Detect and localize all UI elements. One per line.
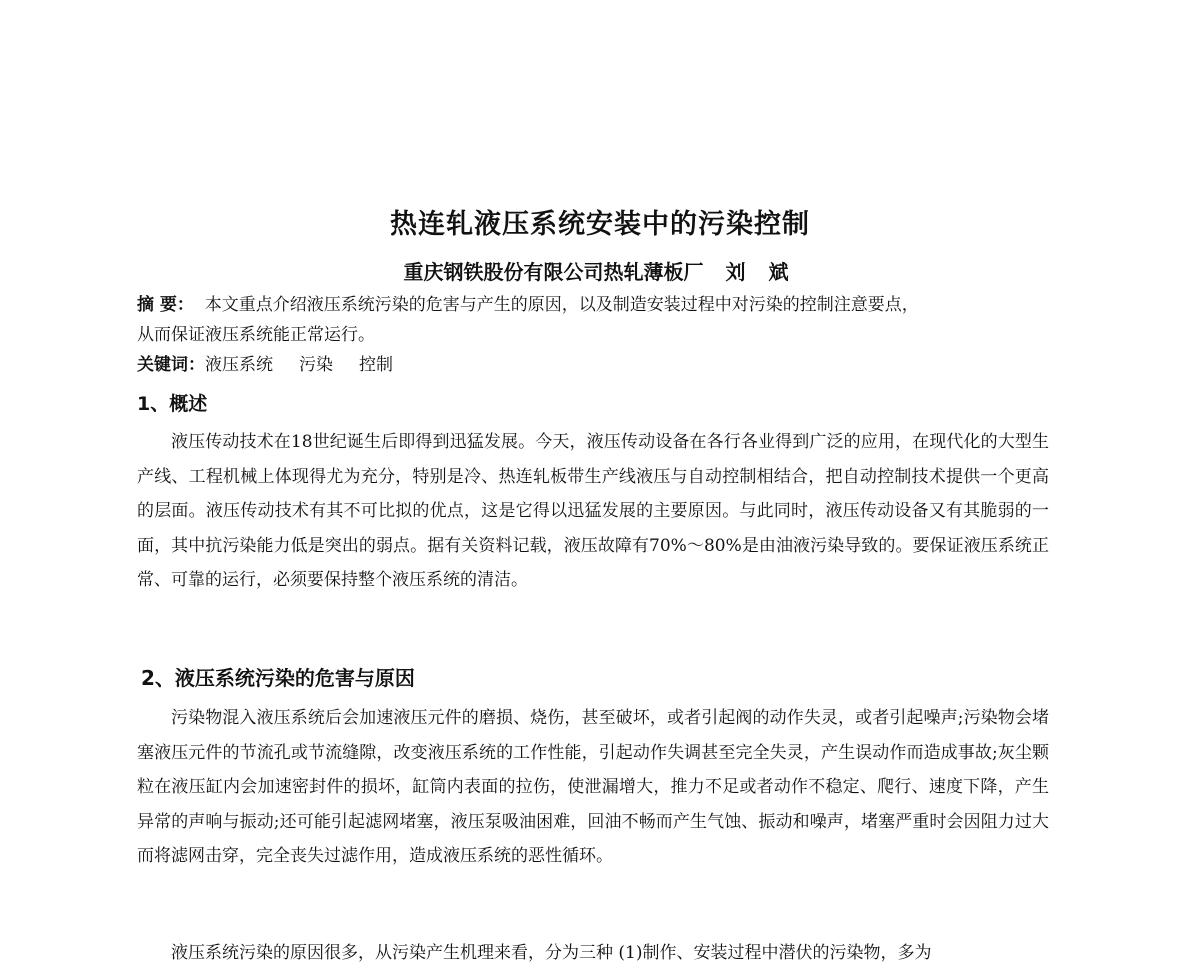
author-name: 刘 斌 bbox=[725, 260, 797, 284]
author-line bbox=[0, 256, 1200, 288]
affiliation: 重庆钢铁股份有限公司热轧薄板厂 bbox=[403, 260, 704, 284]
abstract-continued bbox=[137, 320, 1052, 350]
section-heading-hazards: 2、液压系统污染的危害与原因 bbox=[141, 666, 415, 690]
keywords-label: 关键词： bbox=[137, 355, 205, 375]
section-paragraph-hazards: 污染物混入液压系统后会加速液压元件的磨损、烧伤，甚至破坏，或者引起阀的动作失灵，或者引起噪声;污染物会堵塞液压元件的节流孔或节流缝隙，改变液压系统的工作性能，引起动作失调甚至完全失灵，产生误动作而造成事故;灰尘颗粒在液压缸内会加速密封件的损坏，缸筒内表面的拉伤，使泄漏增大，推力不足或者动作不稳定、爬行、速度下降，产生异常的声响与振动;还可能引起滤网堵塞，液压泵吸油困难，回油不畅而产生气蚀、振动和噪声，堵塞严重时会因阻力过大而将滤网击穿，完全丧失过滤作用，造成液压系统的恶性循环。 bbox=[137, 708, 1049, 866]
abstract-label: 摘 要： bbox=[137, 295, 194, 315]
section-heading-overview: 1、概述 bbox=[137, 393, 208, 415]
keywords bbox=[137, 350, 1052, 380]
cut-off-paragraph bbox=[137, 936, 1049, 963]
section-paragraph-overview: 液压传动技术在18世纪诞生后即得到迅猛发展。今天，液压传动设备在各行各业得到广泛的应用，在现代化的大型生产线、工程机械上体现得尤为充分，特别是冷、热连轧板带生产线液压与自动控制相结合，把自动控制技术提供一个更高的层面。液压传动技术有其不可比拟的优点，这是它得以迅猛发展的主要原因。与此同时，液压传动设备又有其脆弱的一面，其中抗污染能力低是突出的弱点。据有关资料记载，液压故障有70%～80%是由油液污染导致的。要保证液压系统正常、可靠的运行，必须要保持整个液压系统的清洁。 bbox=[137, 432, 1049, 590]
section-paragraph-causes: 液压系统污染的原因很多，从污染产生机理来看，分为三种 (1)制作、安装过程中潜伏的污染物，多为 bbox=[171, 943, 932, 963]
paper-title: 热连轧液压系统安装中的污染控制 bbox=[390, 209, 810, 240]
abstract-text-line1: 本文重点介绍液压系统污染的危害与产生的原因，以及制造安装过程中对污染的控制注意要点， bbox=[204, 295, 919, 315]
keyword: 污染 bbox=[299, 355, 333, 375]
keyword: 控制 bbox=[359, 355, 393, 375]
abstract-text-line2: 从而保证液压系统能正常运行。 bbox=[137, 325, 375, 345]
abstract bbox=[137, 290, 1052, 320]
keyword: 液压系统 bbox=[205, 355, 273, 375]
